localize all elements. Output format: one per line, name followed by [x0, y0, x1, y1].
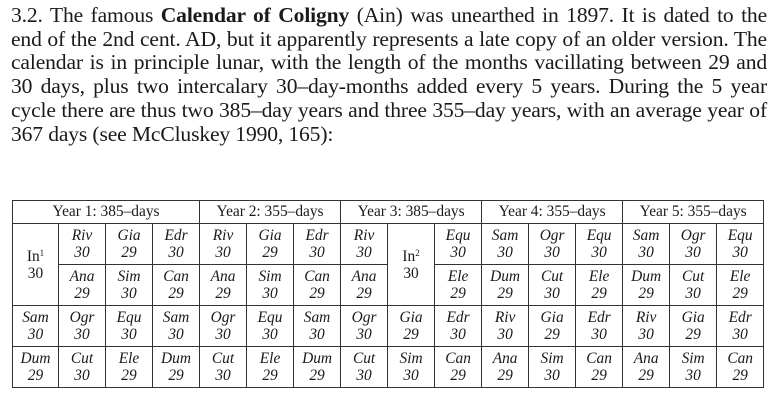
- month-cell: Ele 29: [247, 347, 294, 388]
- month-cell: Gia 29: [247, 224, 294, 265]
- month-cell: Ogr 30: [59, 306, 106, 347]
- month-cell: Ogr 30: [200, 306, 247, 347]
- month-cell: Riv 30: [200, 224, 247, 265]
- month-cell: Sim 30: [247, 265, 294, 306]
- year-1-header: Year 1: 385–days: [13, 201, 200, 224]
- month-row-1: [13, 224, 764, 265]
- month-cell: Gia 29: [388, 306, 435, 347]
- month-cell: Dum 29: [294, 347, 341, 388]
- month-cell: Edr 30: [435, 306, 482, 347]
- year-2-header: Year 2: 355–days: [200, 201, 341, 224]
- month-cell: Equ 30: [717, 224, 764, 265]
- month-cell: Ana 29: [59, 265, 106, 306]
- year-header-row: [13, 201, 764, 224]
- month-cell: Riv 30: [59, 224, 106, 265]
- month-cell: Ele 29: [106, 347, 153, 388]
- month-cell: Sim 30: [388, 347, 435, 388]
- month-cell: Riv 30: [482, 306, 529, 347]
- intercalary-month-1: In$^1$ 30: [13, 224, 59, 306]
- month-cell: Cut 30: [59, 347, 106, 388]
- coligny-calendar-table: [12, 200, 764, 388]
- month-cell: Dum 29: [13, 347, 59, 388]
- month-cell: Riv 30: [341, 224, 388, 265]
- calendar-title-bold: Calendar of Coligny: [160, 3, 350, 27]
- month-row-4: [13, 347, 764, 388]
- year-3-header: Year 3: 385–days: [341, 201, 482, 224]
- month-cell: Edr 30: [153, 224, 200, 265]
- month-cell: Ele 29: [576, 265, 623, 306]
- month-cell: Gia 29: [529, 306, 576, 347]
- month-cell: Edr 30: [294, 224, 341, 265]
- month-cell: Sim 30: [670, 347, 717, 388]
- month-cell: Sim 30: [106, 265, 153, 306]
- month-cell: Sam 30: [482, 224, 529, 265]
- month-cell: Cut 30: [529, 265, 576, 306]
- month-cell: Ana 29: [623, 347, 670, 388]
- month-cell: Can 29: [435, 347, 482, 388]
- month-cell: Edr 30: [717, 306, 764, 347]
- year-5-header: Year 5: 355–days: [623, 201, 764, 224]
- month-cell: Sim 30: [529, 347, 576, 388]
- month-cell: Gia 29: [670, 306, 717, 347]
- month-cell: Cut 30: [670, 265, 717, 306]
- month-cell: Dum 29: [623, 265, 670, 306]
- month-cell: Dum 29: [153, 347, 200, 388]
- month-cell: Ogr 30: [529, 224, 576, 265]
- month-cell: Cut 30: [200, 347, 247, 388]
- month-cell: Ele 29: [435, 265, 482, 306]
- month-cell: Sam 30: [153, 306, 200, 347]
- month-cell: Can 29: [153, 265, 200, 306]
- month-cell: Equ 30: [247, 306, 294, 347]
- paragraph-text-start: 3.2. The famous: [11, 3, 161, 27]
- month-cell: Equ 30: [576, 224, 623, 265]
- intro-paragraph: [11, 4, 767, 146]
- month-cell: Gia 29: [106, 224, 153, 265]
- month-cell: Can 29: [294, 265, 341, 306]
- month-cell: Edr 30: [576, 306, 623, 347]
- month-row-3: [13, 306, 764, 347]
- month-cell: Ogr 30: [670, 224, 717, 265]
- month-cell: Ele 29: [717, 265, 764, 306]
- month-cell: Cut 30: [341, 347, 388, 388]
- month-cell: Sam 30: [294, 306, 341, 347]
- month-cell: Equ 30: [435, 224, 482, 265]
- paragraph-text-rest: (Ain) was unearthed in 1897. It is dated to the end of the 2nd cent. AD, but it apparently represents a late copy of an older version. The calendar is in principle lunar, with the length of the months vacillating between 29 and 30 days, plus two intercalary 30–day-months added every 5 years. During the 5 year cycle there are thus two 385–day years and three 355–day years, with an average year of 367 days (see McCluskey 1990, 165):: [11, 3, 768, 146]
- month-cell: Ana 29: [200, 265, 247, 306]
- month-cell: Sam 30: [13, 306, 59, 347]
- month-cell: Can 29: [576, 347, 623, 388]
- year-4-header: Year 4: 355–days: [482, 201, 623, 224]
- month-cell: Ana 29: [482, 347, 529, 388]
- month-cell: Can 29: [717, 347, 764, 388]
- month-cell: Sam 30: [623, 224, 670, 265]
- intercalary-month-2: In$^2$ 30: [388, 224, 435, 306]
- month-cell: Ogr 30: [341, 306, 388, 347]
- month-cell: Ana 29: [341, 265, 388, 306]
- month-cell: Dum 29: [482, 265, 529, 306]
- month-cell: Riv 30: [623, 306, 670, 347]
- month-cell: Equ 30: [106, 306, 153, 347]
